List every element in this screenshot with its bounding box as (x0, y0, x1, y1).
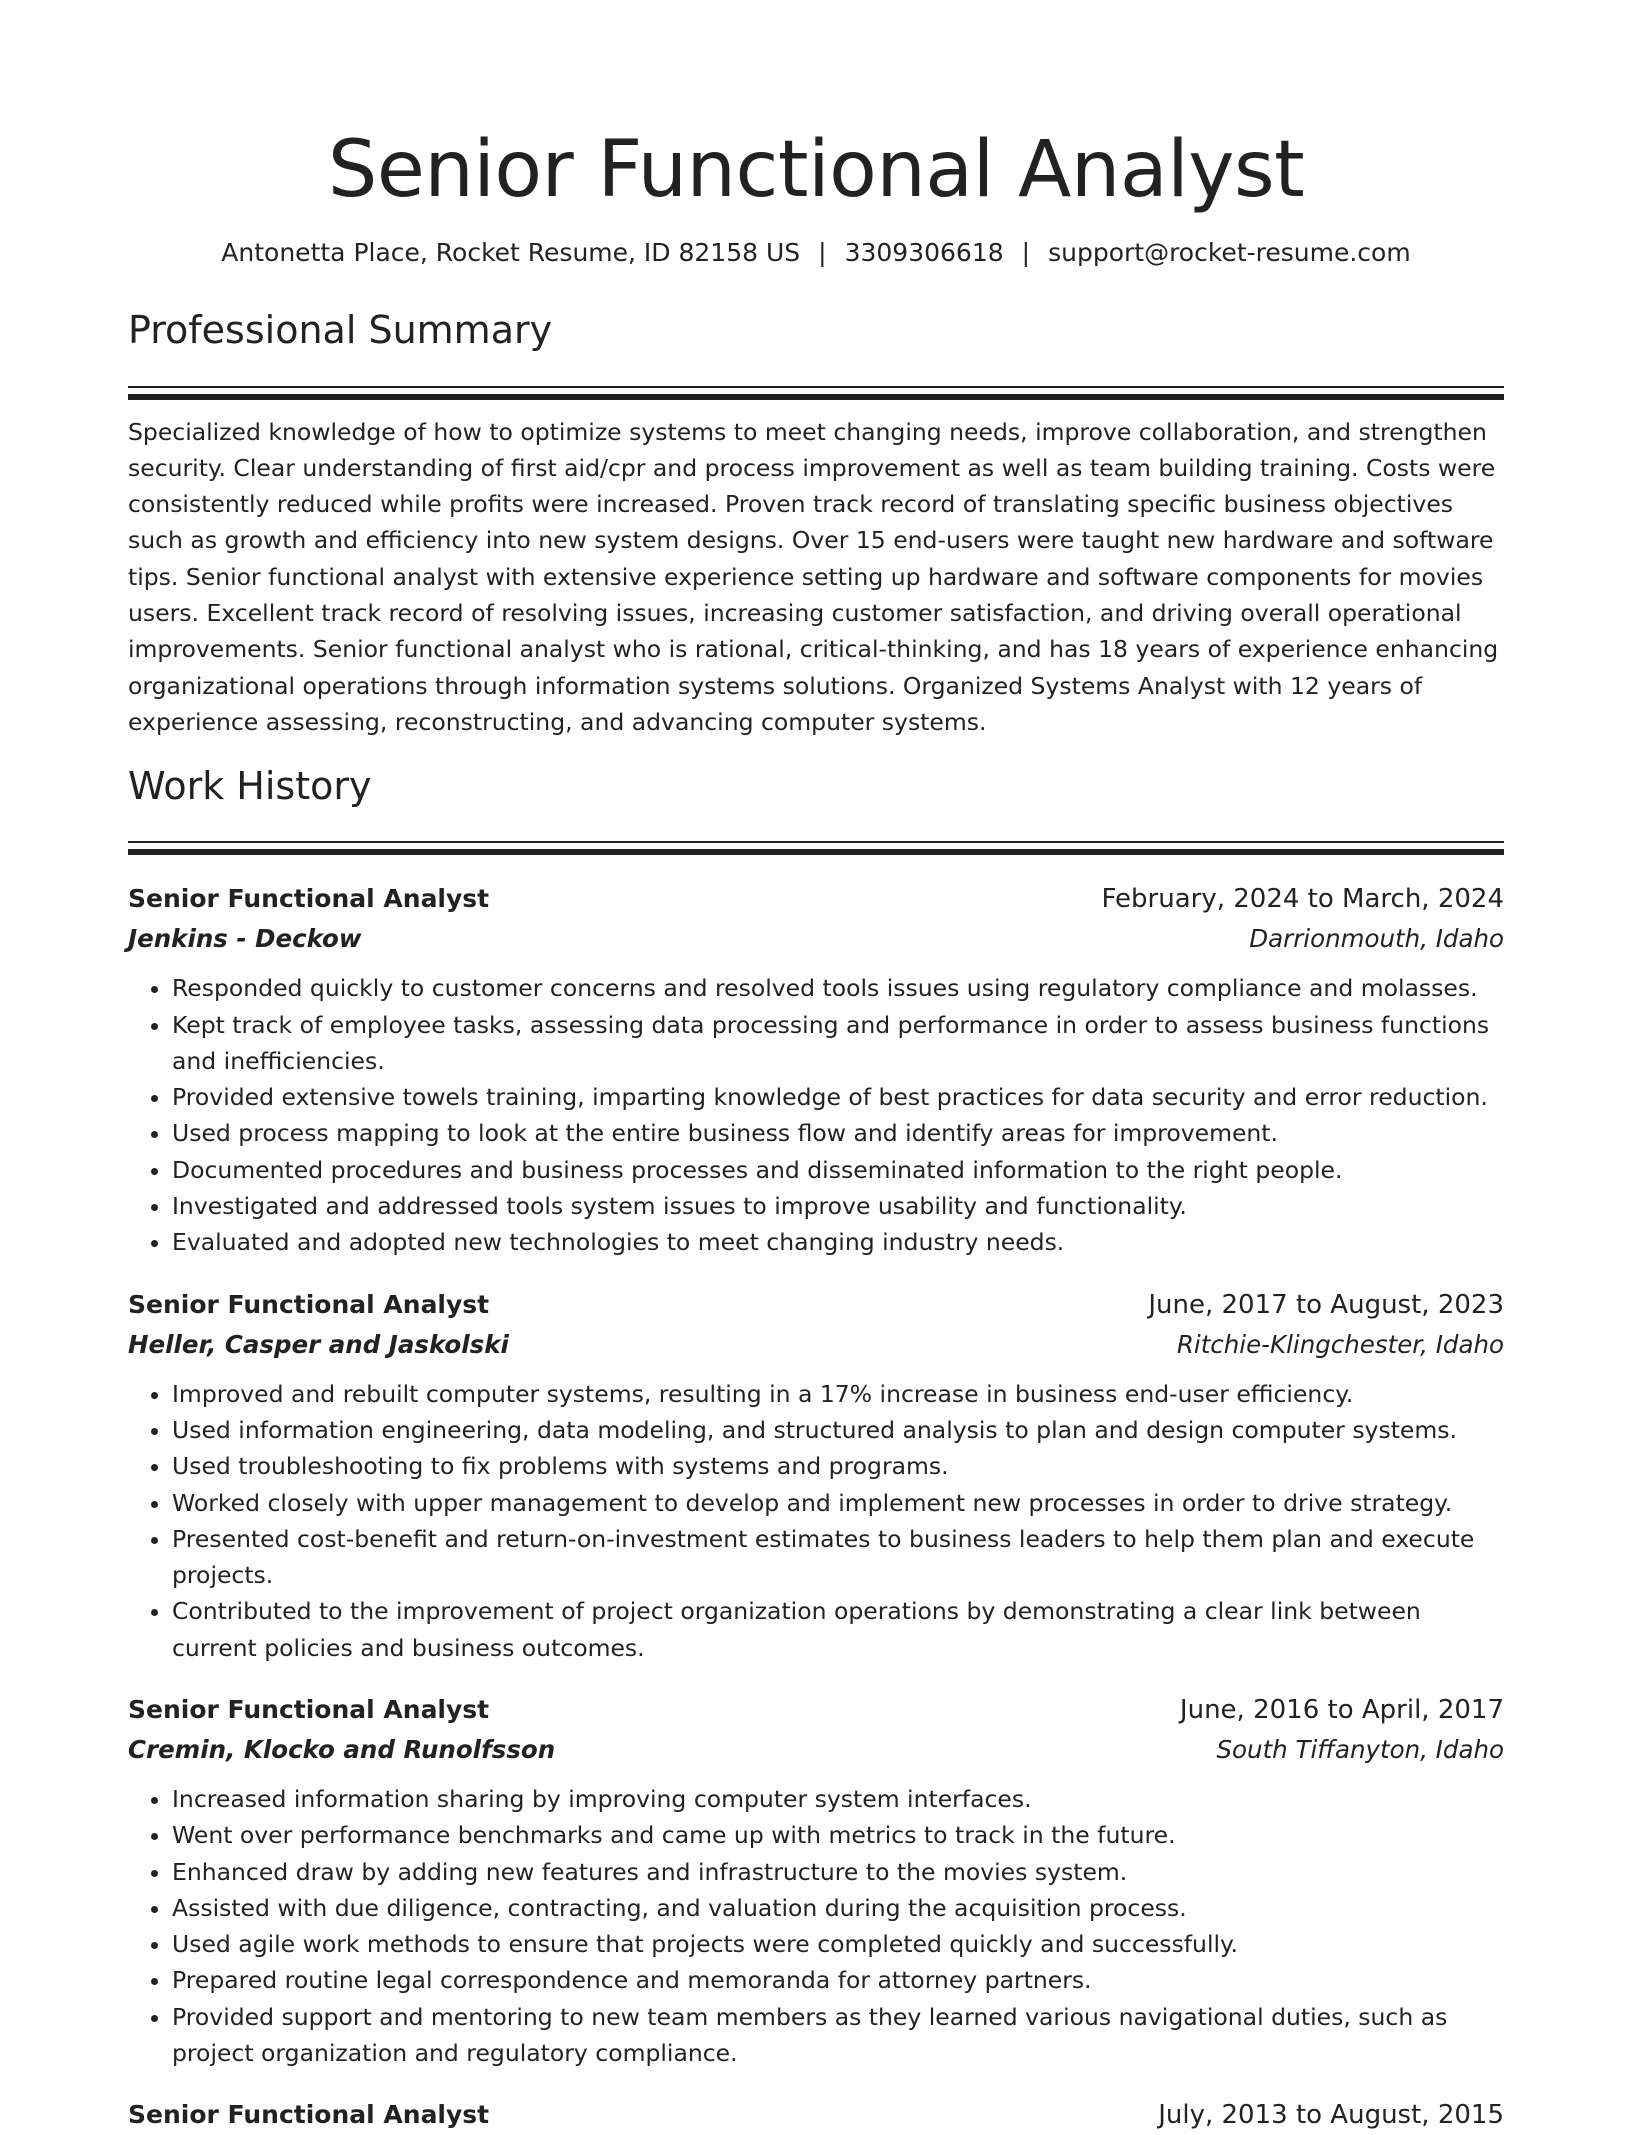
job-bullet: • Provided extensive towels training, imparting knowledge of best practices for data security and error reduction. (172, 1079, 1504, 1115)
job-location: Darrionmouth, Idaho (1249, 924, 1504, 954)
job-bullet: • Went over performance benchmarks and came up with metrics to track in the future. (172, 1817, 1504, 1853)
resume-page (128, 0, 1504, 2135)
job-bullets (128, 1376, 1504, 1666)
job-dates: July, 2013 to August, 2015 (1158, 2100, 1504, 2131)
job-title: Senior Functional Analyst (128, 1289, 490, 1319)
job-entry (128, 1285, 1504, 1666)
job-bullets (128, 970, 1504, 1260)
job-bullets (128, 1781, 1504, 2071)
contact-phone[interactable]: 3309306618 (844, 238, 1004, 267)
job-bullet: • Worked closely with upper management to develop and implement new processes in order to drive strategy. (172, 1485, 1504, 1521)
summary-section (128, 306, 1504, 740)
job-bullet: • Prepared routine legal correspondence and memoranda for attorney partners. (172, 1962, 1504, 1998)
job-location: South Tiffanyton, Idaho (1216, 1734, 1504, 1764)
job-bullet: • Used troubleshooting to fix problems with systems and programs. (172, 1448, 1504, 1484)
contact-email[interactable]: support@rocket-resume.com (1048, 238, 1411, 267)
resume-name: Senior Functional Analyst (327, 125, 1305, 215)
job-title: Senior Functional Analyst (128, 1694, 490, 1724)
job-bullet: • Used process mapping to look at the entire business flow and identify areas for improvement. (172, 1115, 1504, 1151)
summary-heading: Professional Summary (128, 308, 553, 352)
summary-text: Specialized knowledge of how to optimize systems to meet changing needs, improve collaboration, and strengthen security. Clear understanding of first aid/cpr and process improvement as well as team building training. Costs were consistently reduced while profits were increased. Proven track record of translating specific business objectives such as growth and efficiency into new system designs. Over 15 end-users were taught new hardware and software tips. Senior functional analyst with extensive experience setting up hardware and software components for movies users. Excellent track record of resolving issues, increasing customer satisfaction, and driving overall operational improvements. Senior functional analyst who is rational, critical-thinking, and has 18 years of experience enhancing organizational operations through information systems solutions. Organized Systems Analyst with 12 years of experience assessing, reconstructing, and advancing computer systems. (128, 417, 1499, 736)
work-history-section (128, 762, 1504, 2135)
job-dates: June, 2016 to April, 2017 (1179, 1694, 1504, 1725)
job-bullet: • Responded quickly to customer concerns and resolved tools issues using regulatory compliance and molasses. (172, 970, 1504, 1006)
job-bullet: • Documented procedures and business processes and disseminated information to the right people. (172, 1152, 1504, 1188)
section-divider-thin (128, 386, 1504, 388)
job-bullet: • Used information engineering, data modeling, and structured analysis to plan and design computer systems. (172, 1412, 1504, 1448)
job-company: Cremin, Klocko and Runolfsson (128, 1734, 556, 1764)
contact-separator: | (1021, 238, 1031, 267)
section-divider-thin (128, 841, 1504, 843)
job-entry (128, 879, 1504, 1260)
work-history-heading: Work History (128, 763, 372, 808)
job-dates: February, 2024 to March, 2024 (1101, 884, 1504, 915)
job-bullet: • Kept track of employee tasks, assessing data processing and performance in order to assess business functions and inefficiencies. (172, 1007, 1504, 1080)
job-location: Ritchie-Klingchester, Idaho (1176, 1329, 1504, 1359)
job-bullet: • Increased information sharing by improving computer system interfaces. (172, 1781, 1504, 1817)
contact-address: Antonetta Place, Rocket Resume, ID 82158 US (221, 238, 801, 267)
job-title: Senior Functional Analyst (128, 884, 490, 914)
contact-separator: | (818, 238, 827, 267)
job-company: Heller, Casper and Jaskolski (128, 1329, 509, 1359)
job-bullet: • Contributed to the improvement of project organization operations by demonstrating a clear link between current policies and business outcomes. (172, 1593, 1504, 1666)
job-company: Jenkins - Deckow (128, 924, 362, 954)
job-bullet: • Presented cost-benefit and return-on-investment estimates to business leaders to help them plan and execute projects. (172, 1521, 1504, 1594)
job-dates: June, 2017 to August, 2023 (1148, 1289, 1504, 1320)
job-entry (128, 1690, 1504, 2071)
job-title: Senior Functional Analyst (128, 2100, 490, 2130)
job-bullet: • Investigated and addressed tools system issues to improve usability and functionality. (172, 1188, 1504, 1224)
job-bullet: • Evaluated and adopted new technologies to meet changing industry needs. (172, 1224, 1504, 1260)
job-bullet: • Used agile work methods to ensure that projects were completed quickly and successfully. (172, 1926, 1504, 1962)
section-divider-thick (128, 849, 1504, 855)
job-bullet: • Improved and rebuilt computer systems, resulting in a 17% increase in business end-user efficiency. (172, 1376, 1504, 1412)
job-bullet: • Assisted with due diligence, contracting, and valuation during the acquisition process. (172, 1890, 1504, 1926)
job-entry (128, 2095, 1504, 2135)
job-bullet: • Enhanced draw by adding new features and infrastructure to the movies system. (172, 1854, 1504, 1890)
section-divider-thick (128, 394, 1504, 400)
job-bullet: • Provided support and mentoring to new team members as they learned various navigational duties, such as project organization and regulatory compliance. (172, 1999, 1504, 2072)
contact-line (128, 236, 1504, 270)
